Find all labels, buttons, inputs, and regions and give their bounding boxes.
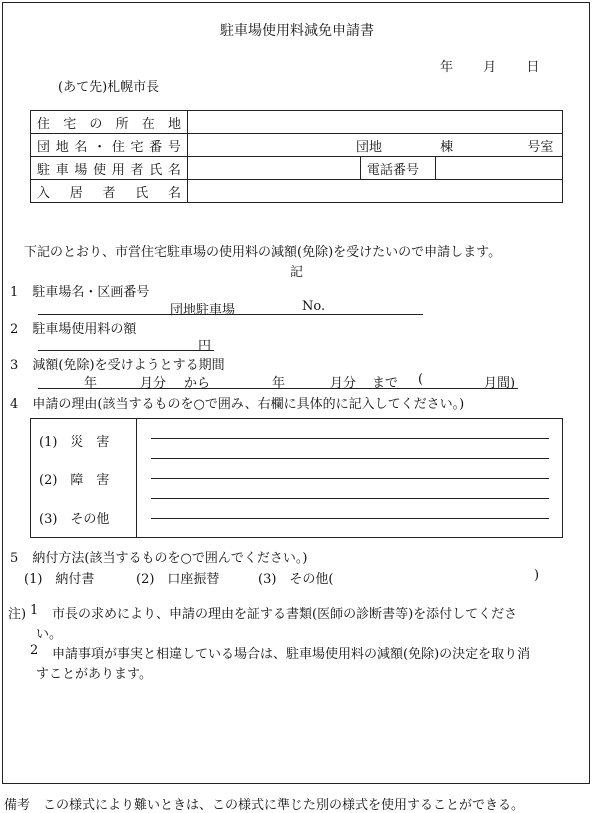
item3-line[interactable] [38,388,518,389]
item5-num: 5 [10,551,19,566]
item1-line[interactable] [38,314,423,315]
applicant-row [31,134,563,157]
item1-unit: 団地駐車場 [170,303,236,318]
reason-disability[interactable]: (2) 障 害 [39,473,110,488]
label-resident [31,180,188,203]
resident-field[interactable] [188,180,563,203]
applicant-row [31,111,563,134]
reason-line[interactable] [151,478,549,479]
label-address-text: 住 宅 の 所 在 地 [37,116,181,132]
item4-label: 申請の理由(該当するものを○で囲み、右欄に具体的に記入してください。) [32,397,465,412]
item2-label: 駐車場使用料の額 [32,322,137,337]
item4-num: 4 [10,397,19,412]
reason-disaster[interactable]: (1) 災 害 [39,435,110,450]
note2-line1: 申請事項が事実と相違している場合は、駐車場使用料の減額(免除)の決定を取り消 [52,647,531,662]
reason-line[interactable] [151,458,549,459]
date-day: 日 [526,60,540,75]
form-title: 駐車場使用料減免申請書 [220,23,374,39]
reason-line[interactable] [151,438,549,439]
label-danchi-text: 団 地 名 ・ 住 宅 番 号 [37,139,181,155]
item3-kara: から [184,376,211,391]
item3-month2: 月分 [330,376,357,391]
pay-option-3-close: ) [534,568,540,583]
item5-heading [10,547,307,566]
user-name-field[interactable] [188,157,361,180]
unit-goshitsu: 号室 [527,139,554,155]
note1-line2: い。 [36,627,63,642]
reason-divider [136,419,137,537]
label-danchi [31,134,188,157]
item1-heading [10,281,149,300]
pay-option-1[interactable]: (1) 納付書 [24,572,95,587]
intro-text: 下記のとおり、市営住宅駐車場の使用料の減額(免除)を受けたいので申請します。 [24,245,502,260]
item3-heading [10,354,225,373]
item3-month1: 月分 [140,376,167,391]
danchi-field[interactable] [188,134,563,157]
item3-year2: 年 [272,376,286,391]
date-year: 年 [440,60,454,75]
applicant-row [31,157,563,180]
item3-open: ( [418,372,424,387]
label-user-name-text: 駐 車 場 使 用 者 氏 名 [37,162,181,178]
label-resident-text: 入 居 者 氏 名 [37,185,181,201]
item3-num: 3 [10,358,19,373]
pay-option-2[interactable]: (2) 口座振替 [136,572,220,587]
reason-box [30,418,563,538]
item2-heading [10,318,136,337]
date-month: 月 [483,60,497,75]
reason-line[interactable] [151,498,549,499]
note1-line1: 市長の求めにより、申請の理由を証する書類(医師の診断書等)を添付してくださ [52,607,518,622]
ki-heading: 記 [290,265,304,280]
addressee: (あて先)札幌市長 [58,80,160,95]
applicant-row [31,180,563,203]
pay-option-3[interactable]: (3) その他( [258,572,334,587]
unit-danchi: 団地 [356,139,383,155]
label-address [31,111,188,134]
reason-line[interactable] [151,518,549,519]
item1-label: 駐車場名・区画番号 [32,285,150,300]
date-line [440,56,565,75]
biko-note: 備考 この様式により難いときは、この様式に準じた別の様式を使用することができる。 [4,798,525,813]
label-phone: 電話番号 [361,157,436,180]
unit-to: 棟 [440,139,454,155]
note2-line2: すことがあります。 [36,667,152,682]
phone-field[interactable] [436,157,563,180]
applicant-table [30,110,563,203]
item4-heading [10,393,464,412]
label-user-name [31,157,188,180]
item1-no: No. [302,299,326,314]
item5-label: 納付方法(該当するものを○で囲んでください。) [32,551,308,566]
note1-num: 1 [30,603,39,618]
item3-year1: 年 [84,376,98,391]
item3-made: まで [372,376,399,391]
item2-line[interactable] [38,350,214,351]
reason-other[interactable]: (3) その他 [39,512,110,527]
item3-months: 月間) [484,376,516,391]
notes-prefix: 注) [8,607,27,622]
address-field[interactable] [188,111,563,134]
note2-num: 2 [30,643,39,658]
item3-label: 減額(免除)を受けようとする期間 [32,358,225,373]
item2-num: 2 [10,322,19,337]
item2-unit: 円 [198,339,212,354]
item1-num: 1 [10,285,19,300]
